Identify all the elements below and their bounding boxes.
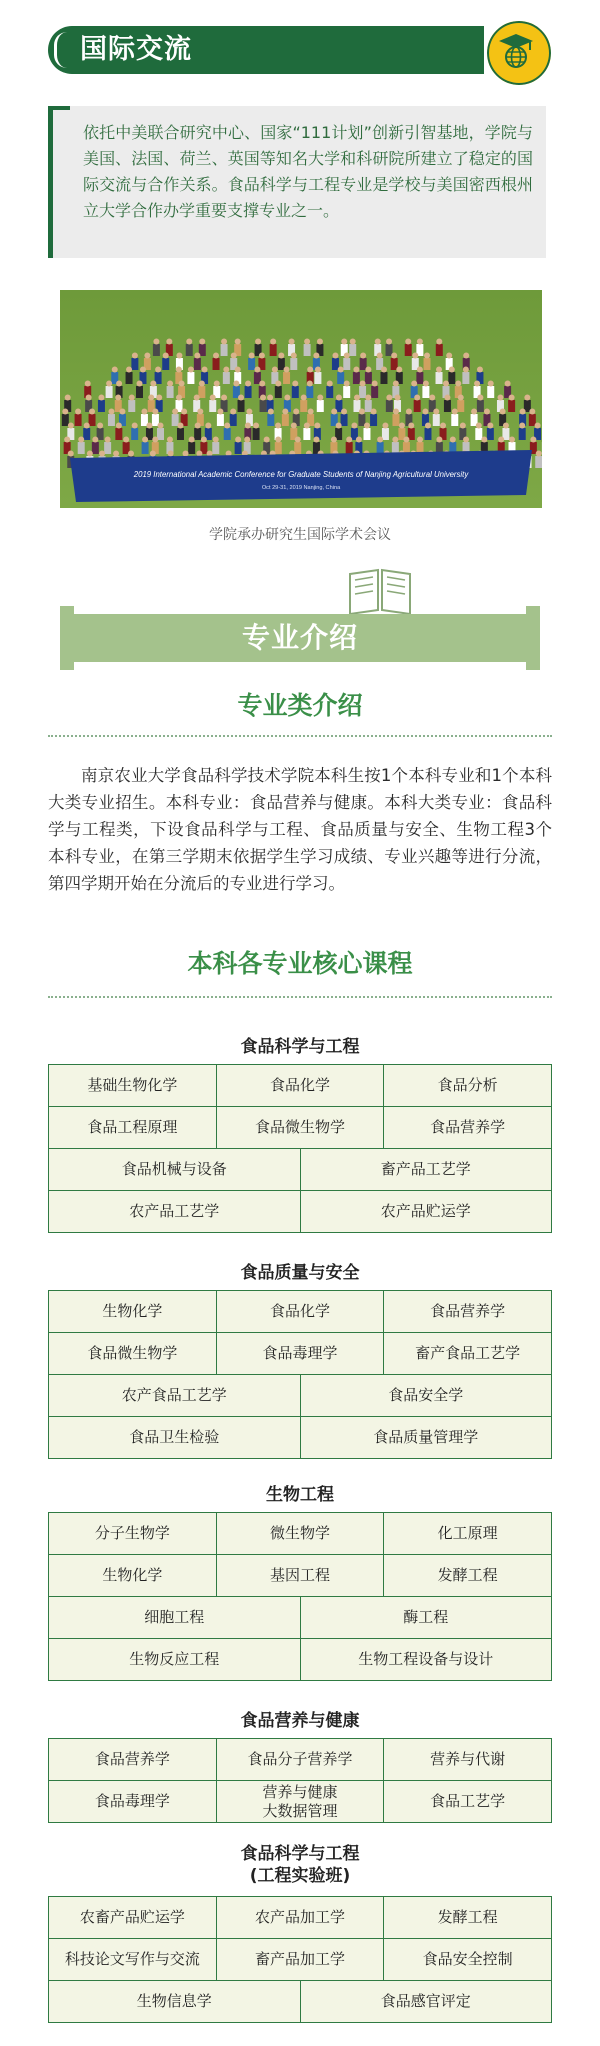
course-cell: 食品工程原理 [87,1118,178,1136]
course-cell: 食品化学 [216,1065,384,1106]
course-row [49,1596,551,1638]
course-cell: 食品毒理学 [94,1792,170,1810]
photo-caption: 学院承办研究生国际学术会议 [209,527,391,543]
course-row [49,1513,551,1554]
course-cell: 基因工程 [216,1555,384,1596]
course-cell: 化工原理 [383,1513,551,1554]
core-courses-heading: 本科各专业核心课程 [187,949,413,978]
course-cell: 食品营养学 [383,1291,551,1332]
course-cell: 食品卫生检验 [129,1428,220,1446]
ribbon-title: 专业介绍 [241,621,358,654]
course-cell: 营养与代谢 [383,1739,551,1780]
course-cell: 科技论文写作与交流 [64,1950,200,1968]
group-photo [60,290,542,508]
course-cell: 食品工艺学 [383,1781,551,1822]
course-row [49,1416,551,1458]
course-row [49,1190,551,1232]
course-cell: 食品营养学 [383,1107,551,1148]
course-row [49,1148,551,1190]
course-cell: 微生物学 [216,1513,384,1554]
course-table [48,1896,552,2023]
course-cell: 生物工程设备与设计 [300,1639,552,1680]
course-table [48,1064,552,1233]
major-intro-paragraph: 南京农业大学食品科学技术学院本科生按1个本科专业和1个本科大类专业招生。本科专业：食品营养与健康。本科大类专业：食品科学与工程类，下设食品科学与工程、食品质量与安全、生物工程3个本科专业，在第三学期末依据学生学习成绩、专业兴趣等进行分流，第四学期开始在分流后的专业进行学习。 [48,766,552,893]
course-cell: 基础生物化学 [87,1076,178,1094]
course-group-title: 食品质量与安全 [240,1263,360,1283]
course-cell: 畜产品加工学 [216,1939,384,1980]
photo-banner-text: 2019 International Academic Conference for Graduate Students of Nanjing Agricultural University [133,470,469,479]
course-cell: 生物化学 [102,1566,163,1584]
course-cell: 食品安全学 [300,1375,552,1416]
course-group-title: 食品科学与工程 (工程实验班) [240,1844,360,1886]
course-cell: 食品营养学 [94,1750,170,1768]
course-table [48,1512,552,1681]
course-row [49,1106,551,1148]
section-ribbon [70,614,530,662]
course-cell: 食品微生物学 [87,1344,178,1362]
course-cell: 农产品加工学 [216,1897,384,1938]
photo-banner-subtext: Oct 29-31, 2019 Nanjing, China [261,485,341,491]
course-cell: 食品分析 [383,1065,551,1106]
course-group-title: 生物工程 [266,1485,334,1505]
course-row [49,1780,551,1822]
section-title: 国际交流 [80,34,192,65]
course-cell: 营养与健康 大数据管理 [216,1781,384,1822]
course-row [49,1374,551,1416]
course-table [48,1738,552,1823]
course-cell: 食品机械与设备 [121,1160,227,1178]
course-cell: 食品安全控制 [383,1939,551,1980]
course-row [49,1291,551,1332]
course-row [49,1897,551,1938]
course-cell: 酶工程 [300,1597,552,1638]
course-row [49,1980,551,2022]
course-cell: 农产食品工艺学 [121,1386,227,1404]
course-cell: 食品分子营养学 [216,1739,384,1780]
course-row [49,1554,551,1596]
course-cell: 发酵工程 [383,1897,551,1938]
dotted-divider [48,735,552,737]
intro-box [48,106,546,258]
course-cell: 食品化学 [216,1291,384,1332]
course-cell: 农畜产品贮运学 [79,1908,185,1926]
dotted-divider [48,996,552,998]
intro-text: 依托中美联合研究中心、国家“111计划”创新引智基地，学院与美国、法国、荷兰、英国等知名大学和科研院所建立了稳定的国际交流与合作关系。食品科学与工程专业是学校与美国密西根州立大学合作办学重要支撑专业之一。 [83,123,533,220]
course-row [49,1638,551,1680]
course-cell: 生物信息学 [136,1992,212,2010]
section-header-banner [48,26,484,74]
course-table [48,1290,552,1459]
course-row [49,1938,551,1980]
course-group-title: 食品营养与健康 [240,1711,360,1731]
course-cell: 生物化学 [102,1302,163,1320]
course-cell: 畜产食品工艺学 [383,1333,551,1374]
course-row [49,1739,551,1780]
graduation-globe-icon [484,18,554,88]
course-row [49,1332,551,1374]
course-row [49,1065,551,1106]
course-cell: 农产品贮运学 [300,1191,552,1232]
major-category-heading: 专业类介绍 [237,691,363,720]
course-cell: 发酵工程 [383,1555,551,1596]
course-cell: 生物反应工程 [129,1650,220,1668]
course-cell: 食品质量管理学 [300,1417,552,1458]
course-cell: 食品微生物学 [216,1107,384,1148]
course-cell: 分子生物学 [94,1524,170,1542]
open-book-icon [346,566,414,616]
course-cell: 细胞工程 [144,1608,205,1626]
course-cell: 食品毒理学 [216,1333,384,1374]
course-cell: 食品感官评定 [300,1981,552,2022]
course-group-title: 食品科学与工程 [240,1037,360,1057]
course-cell: 农产品工艺学 [129,1202,220,1220]
course-cell: 畜产品工艺学 [300,1149,552,1190]
